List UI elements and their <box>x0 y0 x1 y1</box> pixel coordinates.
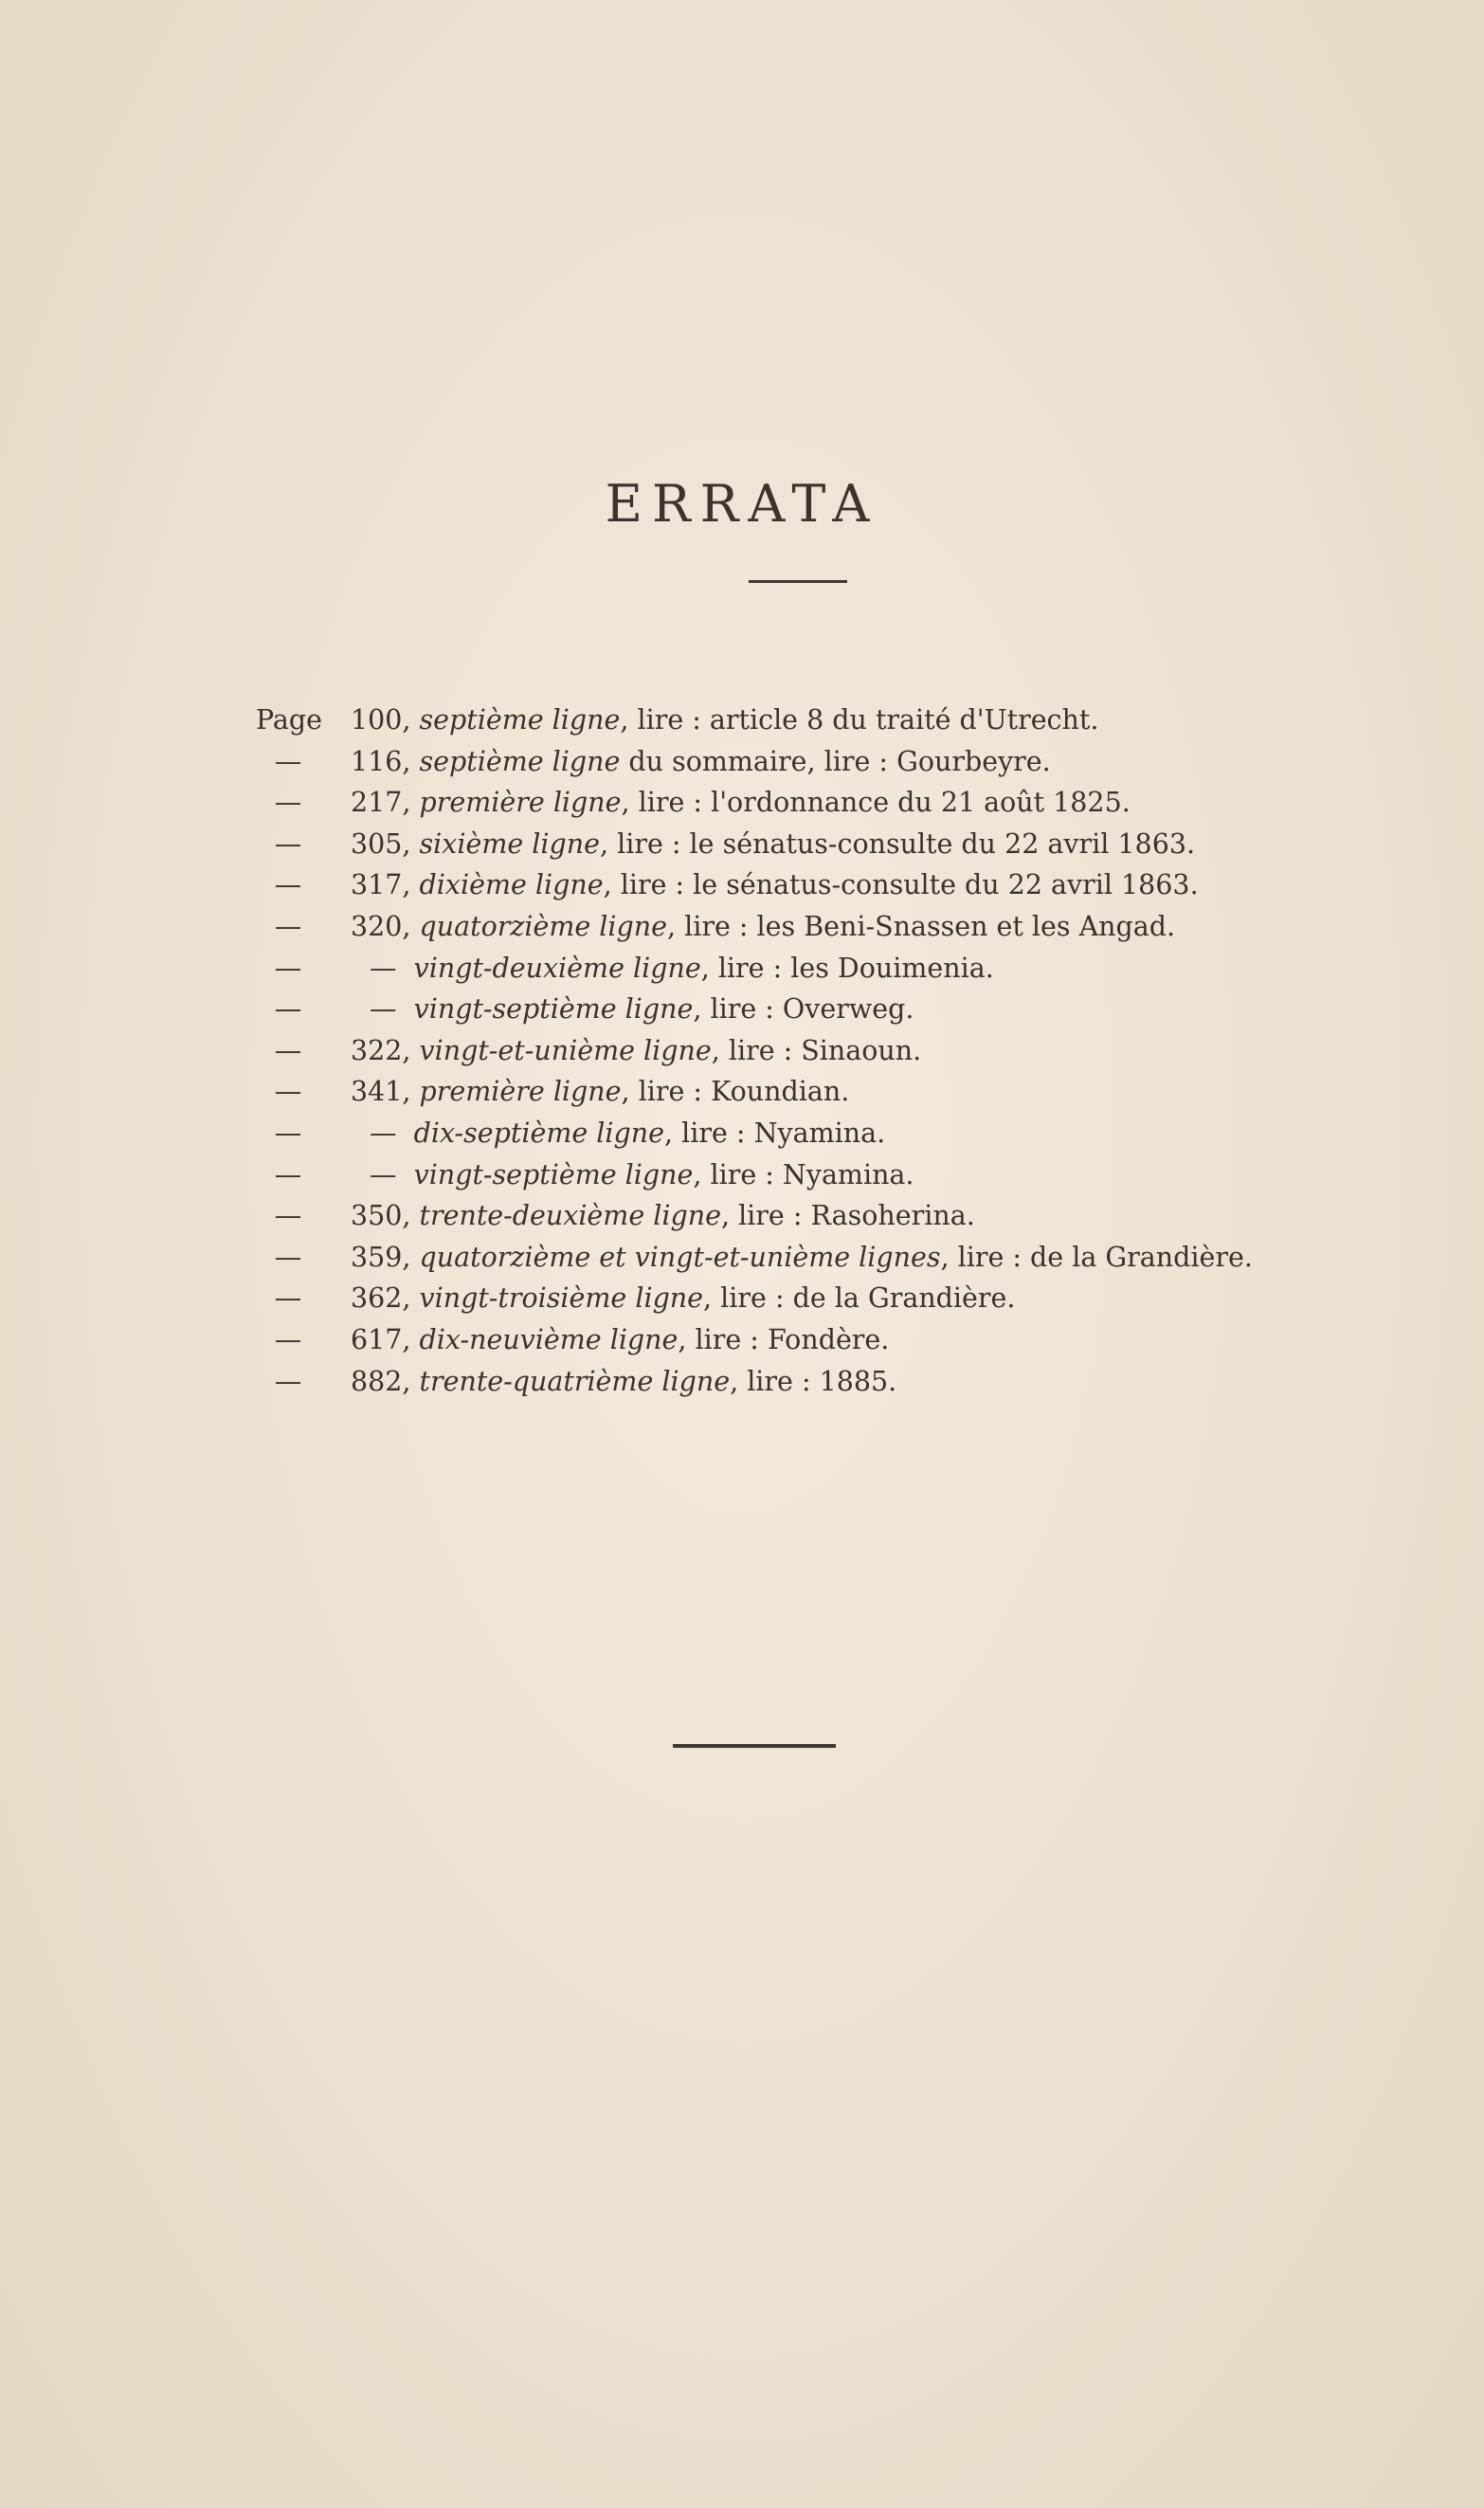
errata-entry <box>256 782 1459 824</box>
entry-lead: — <box>274 910 302 942</box>
entry-correction: , lire : article 8 du traité d'Utrecht. <box>620 704 1099 736</box>
errata-entry <box>256 864 1459 906</box>
entry-lead: — <box>274 869 302 901</box>
errata-entry <box>256 1237 1459 1279</box>
entry-page: 116 <box>351 745 403 777</box>
entry-body <box>370 989 914 1030</box>
entry-body: 305, sixième ligne, lire : le sénatus-consulte du 22 avril 1863. <box>351 827 1196 860</box>
entry-page: 320 <box>351 910 403 942</box>
entry-line: première ligne <box>419 1076 622 1108</box>
entry-body: 217, première ligne, lire : l'ordonnance du 21 août 1825. <box>351 787 1131 819</box>
entry-lead: — <box>274 1241 302 1273</box>
errata-entry <box>256 1319 1459 1361</box>
entry-line: dix-septième ligne <box>413 1117 665 1149</box>
entry-lead: — <box>274 1282 302 1315</box>
entry-lead: Page <box>256 704 322 736</box>
entry-correction: , lire : Rasoherina. <box>720 1200 975 1232</box>
errata-entry <box>256 989 1459 1030</box>
entry-body: 317, dixième ligne, lire : le sénatus-consulte du 22 avril 1863. <box>351 869 1199 901</box>
entry-body: 322, vingt-et-unième ligne, lire : Sinaoun. <box>351 1034 922 1066</box>
entry-lead: — <box>274 1323 302 1355</box>
entry-line: quatorzième et vingt-et-unième lignes <box>419 1241 941 1273</box>
entry-correction: , lire : le sénatus-consulte du 22 avril 1863. <box>599 827 1196 860</box>
entry-lead: — <box>274 1158 302 1190</box>
errata-entry <box>256 1195 1459 1237</box>
entry-page: — <box>370 993 397 1026</box>
entry-line: trente-deuxième ligne <box>419 1200 721 1232</box>
entry-page: 317 <box>351 869 403 901</box>
entry-page: 305 <box>351 827 403 860</box>
errata-entry <box>256 1154 1459 1196</box>
entry-correction: , lire : le sénatus-consulte du 22 avril 1863. <box>603 869 1199 901</box>
entry-page: 350 <box>351 1200 403 1232</box>
page-title: ERRATA <box>605 474 879 534</box>
entry-correction: , lire : l'ordonnance du 21 août 1825. <box>621 787 1131 819</box>
entry-lead: — <box>274 993 302 1026</box>
entry-line: vingt-et-unième ligne <box>419 1034 712 1066</box>
entry-body <box>370 948 994 990</box>
entry-body: 617, dix-neuvième ligne, lire : Fondère. <box>351 1323 890 1355</box>
entry-line: première ligne <box>419 787 622 819</box>
entry-page: 100 <box>351 704 403 736</box>
entry-page: 217 <box>351 787 403 819</box>
entry-correction: du sommaire, lire : Gourbeyre. <box>620 745 1051 777</box>
entry-lead: — <box>274 745 302 777</box>
entry-lead: — <box>274 1076 302 1108</box>
entry-body <box>370 1154 914 1196</box>
entry-lead: — <box>274 827 302 860</box>
entry-body: 100, septième ligne, lire : article 8 du traité d'Utrecht. <box>351 704 1099 736</box>
entry-body <box>370 1113 885 1154</box>
entry-line: septième ligne <box>419 745 621 777</box>
entry-line: vingt-troisième ligne <box>419 1282 704 1315</box>
entry-page: — <box>370 952 397 984</box>
entry-correction: , lire : les Beni-Snassen et les Angad. <box>667 910 1176 942</box>
entry-line: trente-quatrième ligne <box>419 1365 731 1397</box>
entry-page: 362 <box>351 1282 403 1315</box>
entry-line: dix-neuvième ligne <box>419 1323 679 1355</box>
entry-correction: , lire : Nyamina. <box>664 1117 886 1149</box>
entry-lead: — <box>274 1200 302 1232</box>
entry-page: 341 <box>351 1076 403 1108</box>
errata-entry <box>256 824 1459 865</box>
entry-body: 350, trente-deuxième ligne, lire : Rasoherina. <box>351 1200 975 1232</box>
entry-line: quatorzième ligne <box>419 910 667 942</box>
entry-body: 882, trente-quatrième ligne, lire : 1885. <box>351 1365 897 1397</box>
entry-body: 341, première ligne, lire : Koundian. <box>351 1076 850 1108</box>
entry-body: 359, quatorzième et vingt-et-unième lignes, lire : de la Grandière. <box>351 1241 1253 1273</box>
entry-line: sixième ligne <box>419 827 600 860</box>
entry-body: 116, septième ligne du sommaire, lire : Gourbeyre. <box>351 745 1051 777</box>
entry-page: 322 <box>351 1034 403 1066</box>
title-rule <box>749 580 847 583</box>
errata-entry <box>256 1361 1459 1403</box>
entry-lead: — <box>274 952 302 984</box>
entry-line: septième ligne <box>419 704 621 736</box>
entry-correction: , lire : les Douimenia. <box>700 952 994 984</box>
entry-page: — <box>370 1117 397 1149</box>
closing-rule <box>673 1744 836 1748</box>
entry-correction: , lire : Overweg. <box>693 993 914 1026</box>
entry-page: 617 <box>351 1323 403 1355</box>
entry-body: 362, vingt-troisième ligne, lire : de la Grandière. <box>351 1282 1016 1315</box>
errata-entry <box>256 906 1459 948</box>
entry-body: 320, quatorzième ligne, lire : les Beni-Snassen et les Angad. <box>351 910 1176 942</box>
entry-lead: — <box>274 1117 302 1149</box>
errata-entry <box>256 948 1459 990</box>
entry-line: vingt-deuxième ligne <box>413 952 701 984</box>
errata-entry <box>256 1071 1459 1113</box>
entry-correction: , lire : Sinaoun. <box>711 1034 922 1066</box>
entry-page: 882 <box>351 1365 403 1397</box>
entry-correction: , lire : Koundian. <box>621 1076 850 1108</box>
entry-line: dixième ligne <box>419 869 604 901</box>
entry-page: 359 <box>351 1241 403 1273</box>
errata-entry <box>256 700 1459 741</box>
errata-entry <box>256 1113 1459 1154</box>
entry-line: vingt-septième ligne <box>413 1158 694 1190</box>
entry-lead: — <box>274 1034 302 1066</box>
entry-correction: , lire : Nyamina. <box>693 1158 914 1190</box>
entry-lead: — <box>274 1365 302 1397</box>
errata-entry <box>256 741 1459 783</box>
entry-line: vingt-septième ligne <box>413 993 694 1026</box>
entry-lead: — <box>274 787 302 819</box>
entry-correction: , lire : de la Grandière. <box>940 1241 1253 1273</box>
entry-page: — <box>370 1158 397 1190</box>
entry-correction: , lire : Fondère. <box>678 1323 890 1355</box>
errata-entry <box>256 1278 1459 1319</box>
errata-entry <box>256 1030 1459 1072</box>
errata-list <box>256 700 1459 1402</box>
entry-correction: , lire : 1885. <box>730 1365 897 1397</box>
entry-correction: , lire : de la Grandière. <box>703 1282 1016 1315</box>
